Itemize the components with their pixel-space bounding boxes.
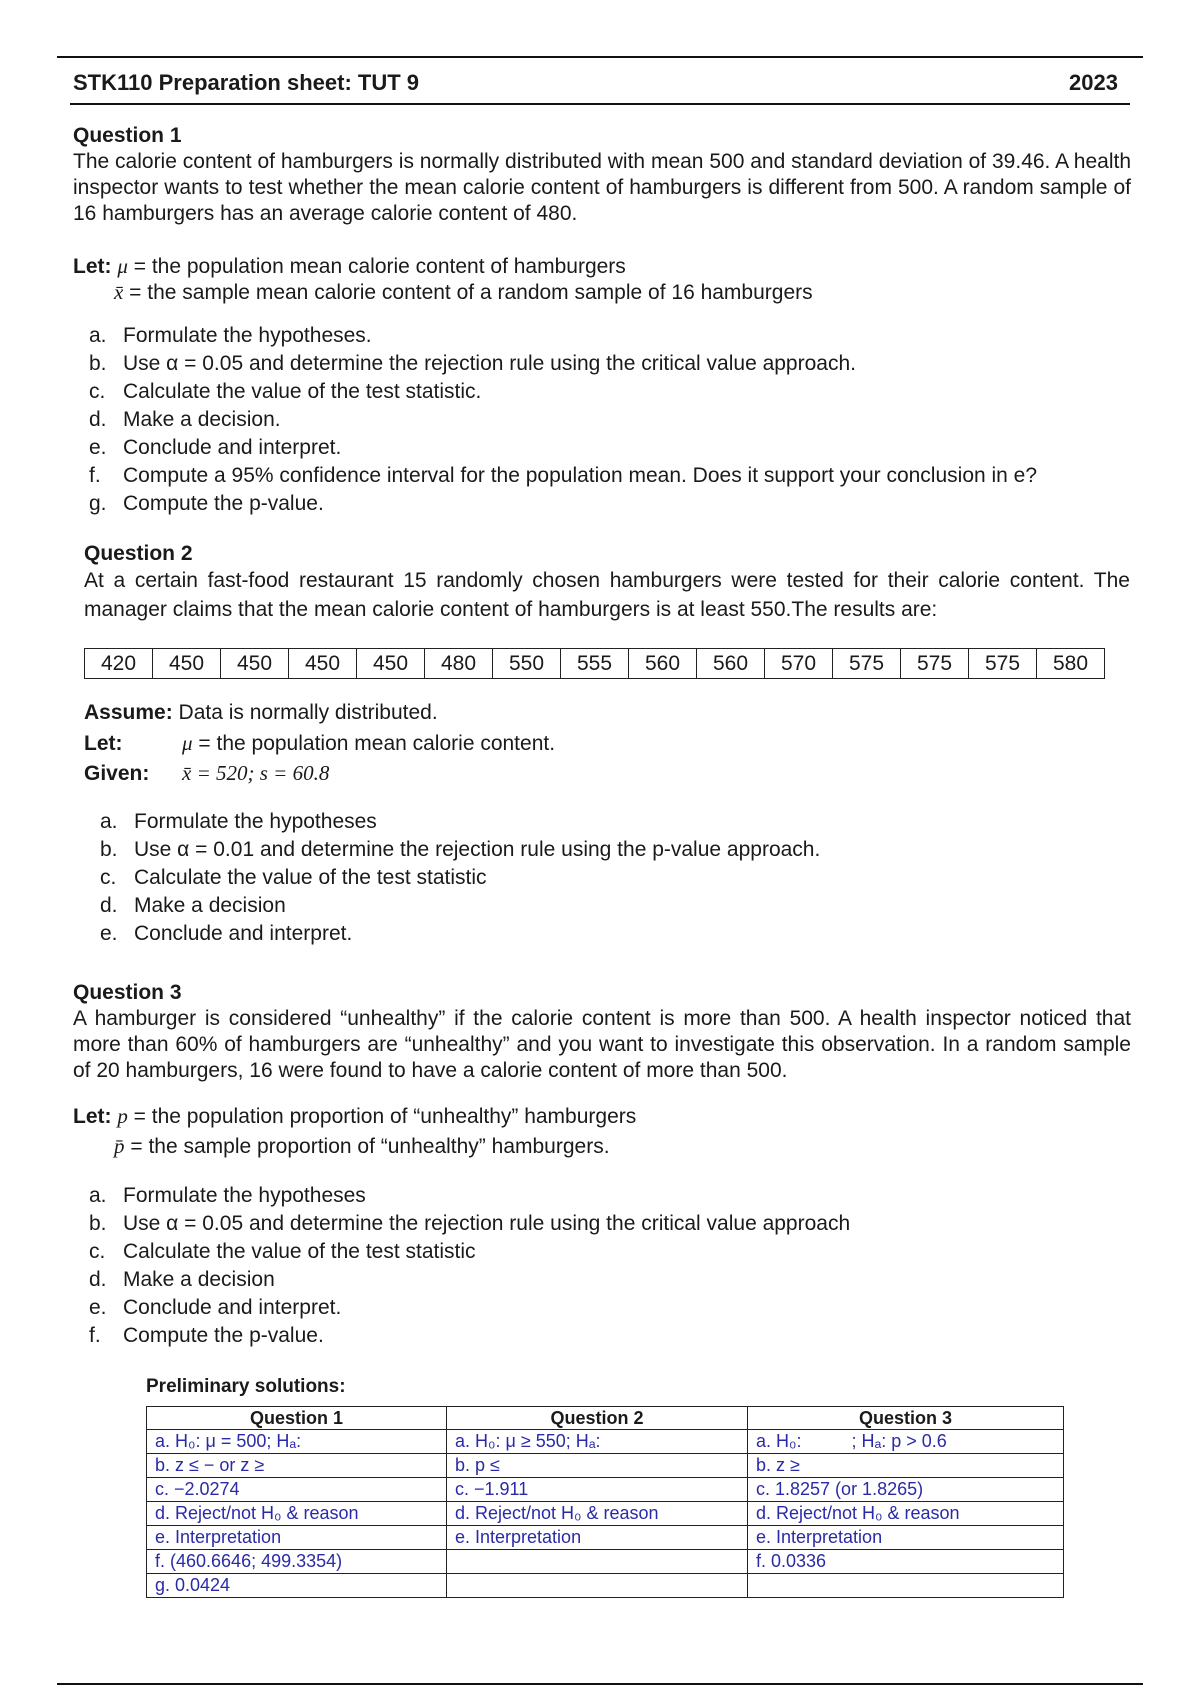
data-cell: 480 bbox=[425, 649, 493, 679]
solution-cell: d. Reject/not H₀ & reason bbox=[147, 1502, 447, 1526]
data-cell: 450 bbox=[221, 649, 289, 679]
table-row bbox=[147, 1526, 1064, 1550]
q2-let-label: Let: bbox=[84, 732, 123, 755]
solution-cell: c. 1.8257 (or 1.8265) bbox=[748, 1478, 1064, 1502]
table-row bbox=[147, 1430, 1064, 1454]
column-header: Question 2 bbox=[447, 1407, 748, 1430]
solution-cell: d. Reject/not H₀ & reason bbox=[447, 1502, 748, 1526]
q2-given-label: Given: bbox=[84, 762, 150, 785]
list-item: e. Conclude and interpret. bbox=[89, 1296, 342, 1319]
table-row bbox=[85, 649, 1105, 679]
table-header-row bbox=[147, 1407, 1064, 1430]
list-item: b. Use α = 0.05 and determine the rejection rule using the critical value approach bbox=[89, 1212, 851, 1235]
solution-cell: f. (460.6646; 499.3354) bbox=[147, 1550, 447, 1574]
list-item: f. Compute the p-value. bbox=[89, 1324, 324, 1347]
list-item: e. Conclude and interpret. bbox=[100, 922, 353, 945]
solution-cell bbox=[447, 1550, 748, 1574]
header-underline bbox=[70, 103, 1130, 105]
data-cell: 450 bbox=[289, 649, 357, 679]
data-cell: 575 bbox=[969, 649, 1037, 679]
solution-cell: b. z ≤ − or z ≥ bbox=[147, 1454, 447, 1478]
q3-let-p: Let: p = the population proportion of “unhealthy” hamburgers bbox=[73, 1104, 637, 1128]
data-cell: 575 bbox=[833, 649, 901, 679]
q1-let-mu: Let: μ = the population mean calorie content of hamburgers bbox=[73, 254, 626, 278]
q2-assume-label: Assume: bbox=[84, 701, 173, 724]
q3-let-pbar: p̄ = the sample proportion of “unhealthy” hamburgers. bbox=[114, 1134, 610, 1158]
data-cell: 560 bbox=[629, 649, 697, 679]
solution-cell: c. −2.0274 bbox=[147, 1478, 447, 1502]
q2-given-text: x̄ = 520; s = 60.8 bbox=[182, 761, 330, 785]
list-item: e. Conclude and interpret. bbox=[89, 436, 342, 459]
list-item: g. Compute the p-value. bbox=[89, 492, 324, 515]
q2-let: Let: μ = the population mean calorie content. bbox=[84, 731, 556, 755]
q2-given bbox=[84, 761, 329, 786]
list-item: c. Calculate the value of the test statistic bbox=[100, 866, 487, 889]
q2-assume bbox=[84, 701, 438, 725]
q2-assume-text: Data is normally distributed. bbox=[178, 701, 438, 724]
q2-items bbox=[84, 808, 1144, 948]
list-item: a. Formulate the hypotheses bbox=[100, 810, 377, 833]
table-row bbox=[147, 1550, 1064, 1574]
q1-items bbox=[73, 322, 1153, 518]
list-item: d. Make a decision bbox=[100, 894, 286, 917]
solutions-table bbox=[146, 1406, 1064, 1598]
column-header: Question 1 bbox=[147, 1407, 447, 1430]
list-item: f. Compute a 95% confidence interval for the population mean. Does it support your conclusion in e? bbox=[89, 464, 1038, 487]
q3-text: A hamburger is considered “unhealthy” if the calorie content is more than 500. A health inspector noticed that more than 60% of hamburgers are “unhealthy” and you want to investigate this observation. In a random sample of 20 hamburgers, 16 were found to have a calorie content of more than 500. bbox=[73, 1007, 1131, 1082]
table-row bbox=[147, 1454, 1064, 1478]
list-item: d. Make a decision. bbox=[89, 408, 281, 431]
list-item: a. Formulate the hypotheses bbox=[89, 1184, 366, 1207]
solution-cell: e. Interpretation bbox=[147, 1526, 447, 1550]
solution-cell: b. z ≥ bbox=[748, 1454, 1064, 1478]
page-year: 2023 bbox=[1069, 70, 1118, 95]
list-item: d. Make a decision bbox=[89, 1268, 275, 1291]
solution-cell: g. 0.0424 bbox=[147, 1574, 447, 1598]
table-row bbox=[147, 1478, 1064, 1502]
data-cell: 575 bbox=[901, 649, 969, 679]
q2-let-text: the population mean calorie content. bbox=[216, 732, 556, 755]
q1-let-xbar: x̄ = the sample mean calorie content of a random sample of 16 hamburgers bbox=[114, 280, 813, 304]
solution-cell bbox=[447, 1574, 748, 1598]
q1-let-mu-text: the population mean calorie content of hamburgers bbox=[151, 255, 626, 278]
data-cell: 550 bbox=[493, 649, 561, 679]
solution-cell: e. Interpretation bbox=[447, 1526, 748, 1550]
table-row bbox=[147, 1574, 1064, 1598]
data-cell: 570 bbox=[765, 649, 833, 679]
solution-cell: f. 0.0336 bbox=[748, 1550, 1064, 1574]
q3-items bbox=[73, 1182, 1153, 1350]
q3-let-pbar-text: the sample proportion of “unhealthy” hamburgers. bbox=[148, 1135, 610, 1158]
bottom-rule bbox=[57, 1683, 1143, 1685]
q2-title: Question 2 bbox=[84, 542, 193, 565]
data-cell: 420 bbox=[85, 649, 153, 679]
q1-text: The calorie content of hamburgers is normally distributed with mean 500 and standard deviation of 39.46. A health inspector wants to test whether the mean calorie content of hamburgers is different from 500. A random sample of 16 hamburgers has an average calorie content of 480. bbox=[73, 150, 1131, 225]
solution-cell: e. Interpretation bbox=[748, 1526, 1064, 1550]
list-item: b. Use α = 0.01 and determine the rejection rule using the p-value approach. bbox=[100, 838, 821, 861]
solution-cell: b. p ≤ bbox=[447, 1454, 748, 1478]
q1-let-label: Let: bbox=[73, 255, 112, 278]
q3-title: Question 3 bbox=[73, 981, 182, 1004]
q3-let-label: Let: bbox=[73, 1105, 112, 1128]
q1-title: Question 1 bbox=[73, 124, 182, 147]
solution-cell: d. Reject/not H₀ & reason bbox=[748, 1502, 1064, 1526]
list-item: c. Calculate the value of the test statistic. bbox=[89, 380, 482, 403]
column-header: Question 3 bbox=[748, 1407, 1064, 1430]
q2-text: At a certain fast-food restaurant 15 randomly chosen hamburgers were tested for their calorie content. The manager claims that the mean calorie content of hamburgers is at least 550.The results are: bbox=[84, 569, 1130, 621]
solution-cell: a. H₀: ; Hₐ: p > 0.6 bbox=[748, 1430, 1064, 1454]
data-cell: 450 bbox=[153, 649, 221, 679]
data-cell: 560 bbox=[697, 649, 765, 679]
list-item: c. Calculate the value of the test statistic bbox=[89, 1240, 476, 1263]
q2-data-table bbox=[84, 648, 1105, 679]
data-cell: 580 bbox=[1037, 649, 1105, 679]
page-title: STK110 Preparation sheet: TUT 9 bbox=[73, 70, 419, 95]
solution-cell bbox=[748, 1574, 1064, 1598]
solution-cell: c. −1.911 bbox=[447, 1478, 748, 1502]
data-cell: 450 bbox=[357, 649, 425, 679]
top-rule bbox=[57, 56, 1143, 58]
list-item: b. Use α = 0.05 and determine the rejection rule using the critical value approach. bbox=[89, 352, 856, 375]
table-row bbox=[147, 1502, 1064, 1526]
q3-let-p-text: the population proportion of “unhealthy” hamburgers bbox=[151, 1105, 637, 1128]
solutions-caption: Preliminary solutions: bbox=[146, 1376, 346, 1397]
solution-cell: a. H₀: μ ≥ 550; Hₐ: bbox=[447, 1430, 748, 1454]
solution-cell: a. H₀: μ = 500; Hₐ: bbox=[147, 1430, 447, 1454]
q1-let-xbar-text: the sample mean calorie content of a random sample of 16 hamburgers bbox=[147, 281, 813, 304]
list-item: a. Formulate the hypotheses. bbox=[89, 324, 372, 347]
data-cell: 555 bbox=[561, 649, 629, 679]
